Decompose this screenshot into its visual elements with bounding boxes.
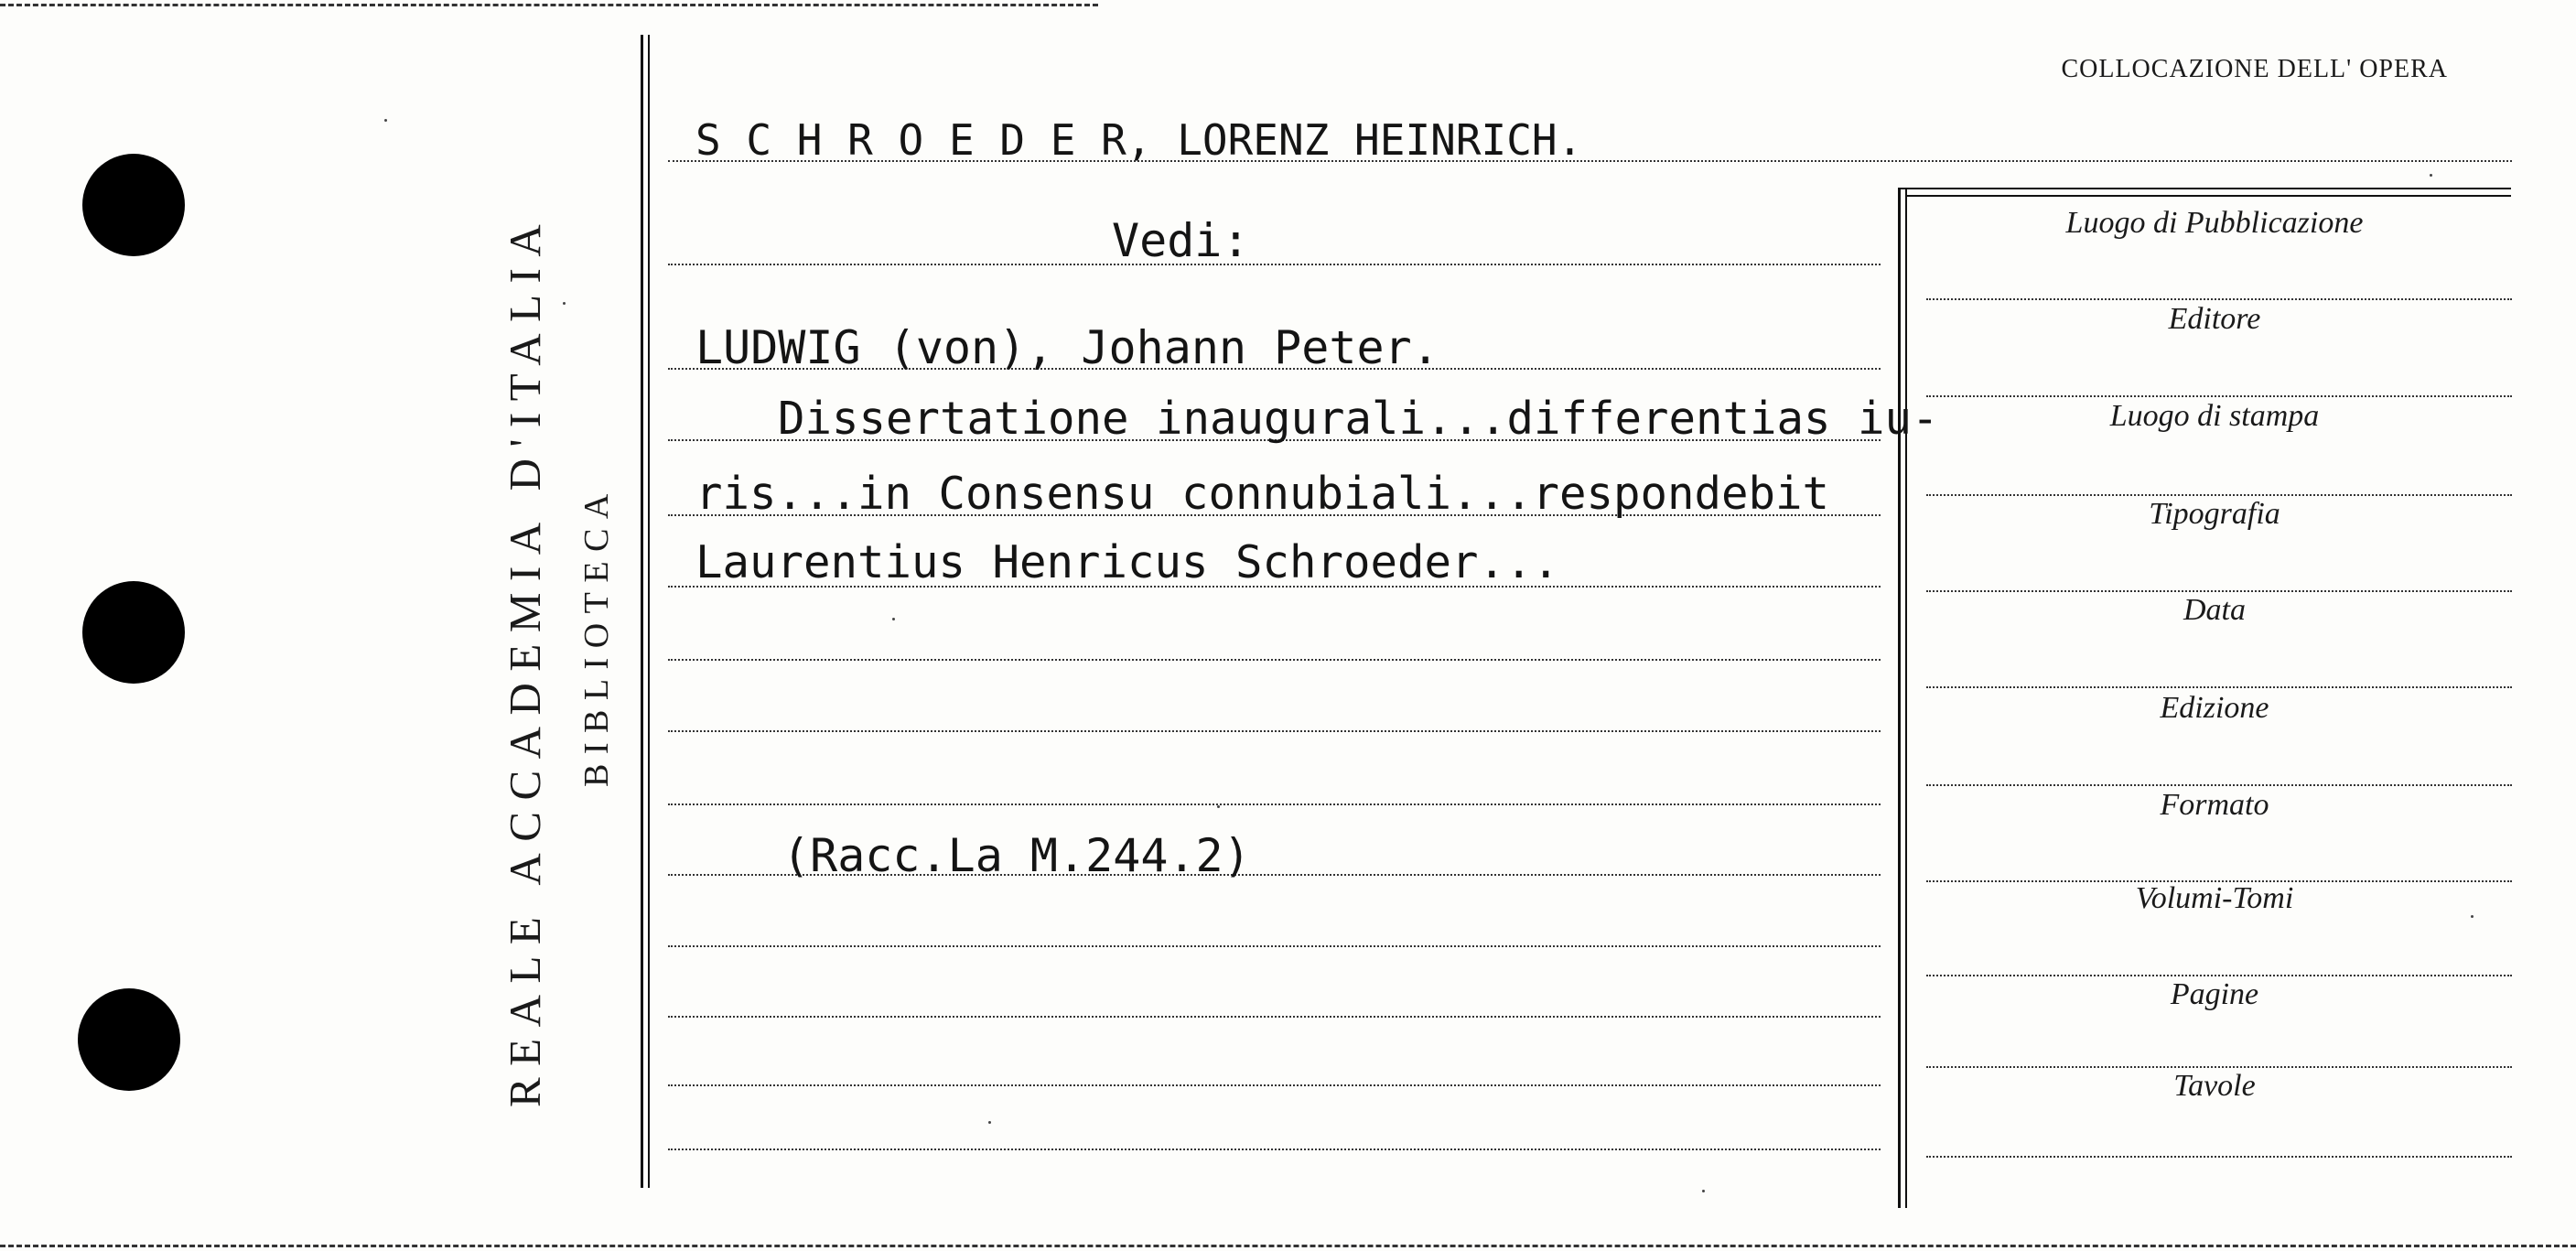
- scan-speck: [2430, 174, 2432, 177]
- field-label-tavole: Tavole: [2173, 1069, 2256, 1103]
- writing-line: [668, 1149, 1881, 1150]
- field-label-tipografia: Tipografia: [2149, 497, 2280, 531]
- field-label-pagine: Pagine: [2170, 977, 2259, 1011]
- see-reference: Vedi:: [1112, 214, 1250, 267]
- department-name: BIBLIOTECA: [577, 484, 616, 787]
- field-line: [1926, 686, 2512, 688]
- form-box-top-rule-outer: [1898, 188, 2511, 189]
- writing-line: [668, 1016, 1881, 1018]
- left-margin-rule-outer: [641, 35, 643, 1188]
- scan-speck: [2471, 915, 2474, 918]
- punch-hole-bottom: [78, 988, 180, 1091]
- left-margin-rule-inner: [648, 35, 650, 1188]
- field-line: [1926, 1156, 2512, 1158]
- field-label-luogo-pubblicazione: Luogo di Pubblicazione: [2065, 206, 2364, 240]
- institution-name: REALE ACCADEMIA D'ITALIA: [500, 212, 550, 1107]
- bottom-edge-dashes: [0, 1245, 2576, 1247]
- field-line: [1926, 395, 2512, 397]
- scan-speck: [563, 302, 566, 305]
- scan-speck: [1217, 805, 1220, 808]
- shelfmark: (Racc.La M.244.2): [782, 829, 1251, 882]
- scan-speck: [988, 1121, 991, 1124]
- field-line: [1926, 298, 2512, 300]
- field-line: [1926, 975, 2512, 976]
- writing-line: [668, 659, 1881, 661]
- scan-speck: [384, 119, 387, 122]
- scan-speck: [1702, 1190, 1705, 1192]
- scan-speck: [892, 618, 895, 620]
- collocation-label: COLLOCAZIONE DELL' OPERA: [2061, 55, 2448, 83]
- field-label-data: Data: [2183, 593, 2246, 627]
- entry-title-line-3: Laurentius Henricus Schroeder...: [695, 536, 1560, 588]
- writing-line: [668, 264, 1881, 265]
- field-line: [1926, 494, 2512, 496]
- form-box-top-rule-inner: [1907, 195, 2511, 197]
- form-box-rule-outer: [1898, 188, 1901, 1208]
- punch-hole-top: [82, 154, 185, 256]
- top-edge-dashes: [0, 4, 1098, 6]
- field-line: [1926, 590, 2512, 592]
- field-line: [1926, 784, 2512, 786]
- entry-heading: S C H R O E D E R, LORENZ HEINRICH.: [695, 115, 1583, 165]
- field-label-volumi-tomi: Volumi-Tomi: [2135, 881, 2294, 915]
- field-label-editore: Editore: [2168, 302, 2261, 336]
- field-label-formato: Formato: [2160, 788, 2269, 822]
- writing-line: [668, 803, 1881, 805]
- entry-author: LUDWIG (von), Johann Peter.: [695, 321, 1439, 374]
- entry-title-line-1: Dissertatione inaugurali...differentias iu-: [778, 393, 1939, 445]
- writing-line: [668, 730, 1881, 732]
- field-label-edizione: Edizione: [2160, 691, 2269, 725]
- field-line: [1926, 1066, 2512, 1068]
- field-label-luogo-stampa: Luogo di stampa: [2109, 399, 2320, 433]
- writing-line: [668, 945, 1881, 947]
- punch-hole-middle: [82, 581, 185, 684]
- entry-title-line-2: ris...in Consensu connubiali...respondebit: [695, 468, 1830, 520]
- writing-line: [668, 1084, 1881, 1086]
